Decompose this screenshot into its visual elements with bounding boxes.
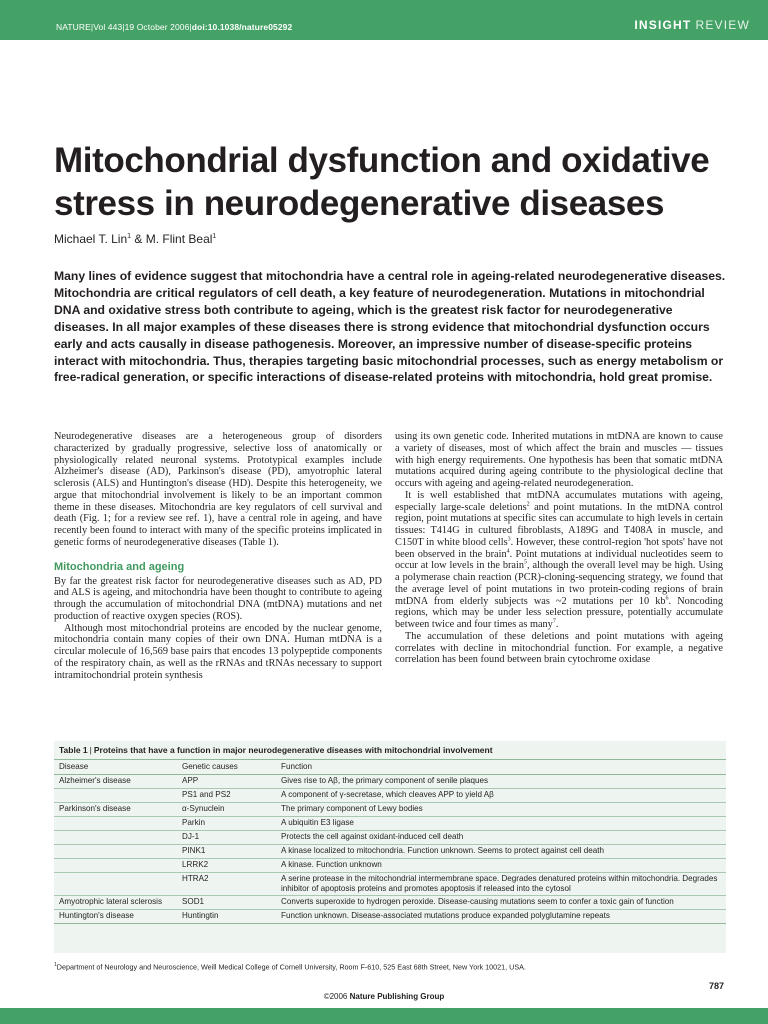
table-row: Alzheimer's disease APP Gives rise to Aβ, the primary component of senile plaques	[54, 775, 726, 789]
table-1	[54, 741, 726, 953]
author-beal: M. Flint Beal	[145, 232, 213, 246]
column-header: Genetic causes	[177, 760, 276, 775]
body-paragraph: By far the greatest risk factor for neurodegenerative diseases such as AD, PD and ALS is ageing, and mitochondria have been thought to contribute to ageing through the accumulation of mitochondrial DNA (mtDNA) mutations and net production of reactive oxygen species (ROS).	[54, 575, 382, 622]
table-row: DJ-1 Protects the cell against oxidant-induced cell death	[54, 831, 726, 845]
column-header: Disease	[54, 760, 177, 775]
section-label: INSIGHT REVIEW	[634, 18, 750, 32]
journal-citation: NATURE|Vol 443|19 October 2006|doi:10.1038/nature05292	[56, 22, 293, 32]
body-paragraph: using its own genetic code. Inherited mutations in mtDNA are known to cause a variety of diseases, most of which affect the brain and muscles — tissues with high energy requirements. One hypothesis has been that somatic mtDNA mutations acquired during ageing contribute to the physiological decline that occurs with ageing and ageing-related neurodegeneration.	[395, 431, 723, 489]
author-line: Michael T. Lin$^1$ & M. Flint Beal$^1$	[54, 232, 217, 246]
table-caption: Table 1 | Proteins that have a function in major neurodegenerative diseases with mitochondrial involvement	[59, 745, 493, 755]
table-row: Parkinson's disease α-Synuclein The primary component of Lewy bodies	[54, 803, 726, 817]
reference-link[interactable]: 7	[552, 618, 556, 625]
reference-link[interactable]: 3	[507, 536, 511, 543]
disease-table	[54, 759, 726, 924]
table-header-row	[54, 760, 726, 775]
copyright-line: ©2006 Nature Publishing Group	[323, 992, 445, 1001]
table-row: PS1 and PS2 A component of γ-secretase, which cleaves APP to yield Aβ	[54, 789, 726, 803]
body-column-right	[395, 431, 723, 666]
column-header: Function	[276, 760, 726, 775]
body-paragraph: It is well established that mtDNA accumulates mutations with ageing, especially large-scale deletions$^2$ and point mutations. In the mtDNA control region, point mutations at specific sites can accumulate to high levels in certain tissues: T414G in cultured fibroblasts, A189G and T408A in muscle, and C150T in white blood cells$^3$. However, these control-region 'hot spots' have not been observed in the brain$^4$. Point mutations at individual nucleotides seem to occur at low levels in the brain$^5$, although the overall level may be high. Using a polymerase chain reaction (PCR)-cloning-sequencing strategy, we found that the average level of point mutations in two protein-coding regions of brain mtDNA from elderly subjects was ~2 mutations per 10 $kb^6$. Noncoding regions, which may be under less selection pressure, potentially accumulate between twice and four times as many$^7$.	[395, 489, 724, 630]
reference-link[interactable]: 4	[506, 548, 510, 555]
table-row: Amyotrophic lateral sclerosis SOD1 Converts superoxide to hydrogen peroxide. Disease-causing mutations seem to confer a toxic gain of function	[54, 896, 726, 910]
body-paragraph: The accumulation of these deletions and point mutations with ageing correlates with decline in mitochondrial function. For example, a negative correlation has been found between brain cytochrome oxidase	[395, 630, 723, 666]
table-row: HTRA2 A serine protease in the mitochondrial intermembrane space. Degrades denatured proteins within mitochondria. Degrades inhibitor of apoptosis proteins and promotes apoptosis if released into the cytosol	[54, 873, 726, 896]
footer-bar	[0, 1008, 768, 1024]
table-row: LRRK2 A kinase. Function unknown	[54, 859, 726, 873]
body-paragraph: Neurodegenerative diseases are a heterogeneous group of disorders characterized by gradually progressive, selective loss of anatomically or physiologically related neuronal systems. Prototypical examples include Alzheimer's disease (AD), Parkinson's disease (PD), amyotrophic lateral sclerosis (ALS) and Huntington's disease (HD). Despite this heterogeneity, we argue that mitochondrial involvement is likely to be an important common theme in these diseases. Mitochondria are key regulators of cell survival and death (Fig. 1; for a review see ref. 1), have a central role in ageing, and have recently been found to interact with many of the specific proteins implicated in genetic forms of neurodegenerative diseases (Table 1).	[54, 431, 382, 548]
reference-link[interactable]: 2	[526, 501, 530, 508]
article-title: Mitochondrial dysfunction and oxidative stress in neurodegenerative diseases	[54, 141, 710, 223]
author-lin: Michael T. Lin	[54, 232, 128, 246]
page-number: 787	[708, 981, 724, 991]
reference-link[interactable]: 6	[665, 595, 669, 602]
table-row: PINK1 A kinase localized to mitochondria. Function unknown. Seems to protect against cell death	[54, 845, 726, 859]
body-column-left	[54, 431, 382, 681]
section-heading: Mitochondria and ageing	[54, 560, 185, 573]
doi-link[interactable]: doi:10.1038/nature05292	[191, 22, 293, 32]
reference-link[interactable]: 5	[523, 559, 527, 566]
body-paragraph: Although most mitochondrial proteins are encoded by the nuclear genome, mitochondria contain many copies of their own DNA. Human mtDNA is a circular molecule of 16,569 base pairs that encodes 13 polypeptide components of the respiratory chain, as well as the rRNAs and tRNAs necessary to support intramitochondrial protein synthesis	[54, 622, 382, 681]
table-row: Parkin A ubiquitin E3 ligase	[54, 817, 726, 831]
affiliation-footnote: $^1$Department of Neurology and Neuroscience, Weill Medical College of Cornell University, Room F-610, 525 East 68th Street, New York 10021, USA.	[54, 962, 526, 972]
header-bar	[0, 0, 768, 40]
abstract: Many lines of evidence suggest that mitochondria have a central role in ageing-related neurodegenerative diseases. Mitochondria are critical regulators of cell death, a key feature of neurodegeneration. Mutations in mitochondrial DNA and oxidative stress both contribute to ageing, which is the greatest risk factor for neurodegenerative diseases. In all major examples of these diseases there is strong evidence that mitochondrial dysfunction occurs early and acts causally in disease pathogenesis. Moreover, an impressive number of disease-specific proteins interact with mitochondria. Thus, therapies targeting basic mitochondrial processes, such as energy metabolism or free-radical generation, or specific interactions of disease-related proteins with mitochondria, hold great promise.	[54, 269, 726, 385]
table-row: Huntington's disease Huntingtin Function unknown. Disease-associated mutations produce expanded polyglutamine repeats	[54, 910, 726, 924]
